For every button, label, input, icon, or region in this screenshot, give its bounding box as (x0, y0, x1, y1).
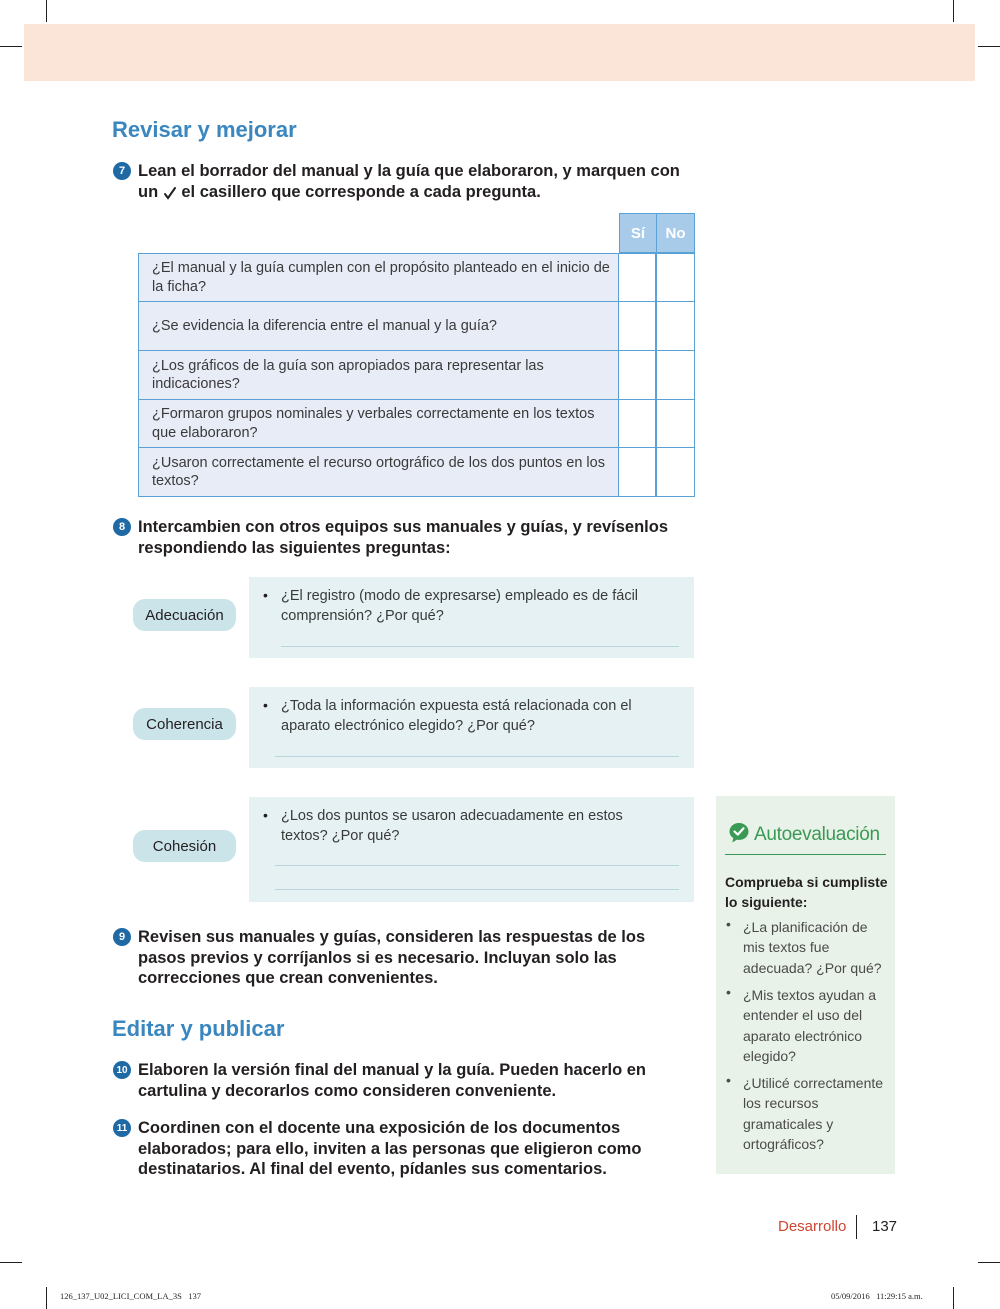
checkbox-no[interactable] (656, 253, 695, 302)
speech-check-icon (728, 822, 750, 844)
table-row-question: ¿Se evidencia la diferencia entre el manual y la guía? (138, 301, 619, 351)
step-number-badge: 8 (113, 518, 131, 536)
criterion-question: ¿Los dos puntos se usaron adecuadamente en estos textos? ¿Por qué? (281, 808, 623, 844)
table-row-question: ¿El manual y la guía cumplen con el propósito planteado en el inicio de la ficha? (138, 253, 619, 302)
step-7-line-2-pre: un (138, 182, 159, 201)
footer-divider (856, 1215, 857, 1239)
table-row-question: ¿Formaron grupos nominales y verbales correctamente en los textos que elaboraron? (138, 399, 619, 448)
crop-mark (953, 0, 954, 22)
checkbox-si[interactable] (618, 350, 656, 400)
step-number-badge: 7 (113, 162, 131, 180)
bullet: • (263, 807, 268, 823)
header-band (24, 24, 975, 81)
print-slug-timestamp: 05/09/2016 11:29:15 a.m. (831, 1291, 923, 1301)
step-number-badge: 11 (113, 1119, 131, 1137)
criterion-box-coherencia (249, 687, 694, 768)
table-header-no: No (656, 213, 695, 253)
checkmark-icon (163, 185, 177, 199)
autoevaluacion-panel (716, 796, 895, 1174)
divider (725, 854, 886, 855)
criterion-label-cohesion: Cohesión (133, 830, 236, 862)
footer-section-name: Desarrollo (778, 1218, 847, 1235)
crop-mark (0, 46, 22, 47)
autoevaluacion-lead: Comprueba si cumpliste lo siguiente: (725, 874, 888, 910)
bullet: • (726, 984, 731, 1000)
step-number-badge: 9 (113, 928, 131, 946)
checkbox-si[interactable] (618, 399, 656, 448)
criterion-label-adecuacion: Adecuación (133, 599, 236, 631)
crop-mark (978, 1262, 1000, 1263)
crop-mark (0, 1262, 22, 1263)
checkbox-si[interactable] (618, 253, 656, 302)
criterion-label-coherencia: Coherencia (133, 708, 236, 740)
crop-mark (978, 46, 1000, 47)
checkbox-no[interactable] (656, 447, 695, 497)
checkbox-no[interactable] (656, 399, 695, 448)
page-number: 137 (872, 1218, 898, 1235)
bullet: • (263, 587, 268, 603)
step-7-line-1: Lean el borrador del manual y la guía que elaboraron, y marquen con (138, 162, 680, 180)
bullet: • (726, 1072, 731, 1088)
checkbox-no[interactable] (656, 350, 695, 400)
answer-line[interactable] (275, 889, 679, 890)
step-11-instruction: Coordinen con el docente una exposición de los documentos elaborados; para ello, inviten a las personas que eligieron como destinatarios. Al final del evento, pídanles sus comentarios. (138, 1119, 642, 1178)
autoevaluacion-item: ¿La planificación de mis textos fue adecuada? ¿Por qué? (743, 919, 882, 976)
step-number-badge: 10 (113, 1061, 131, 1079)
checkbox-si[interactable] (618, 447, 656, 497)
crop-mark (46, 1287, 47, 1309)
autoevaluacion-title: Autoevaluación (754, 824, 880, 845)
answer-line[interactable] (281, 646, 679, 647)
criterion-question: ¿El registro (modo de expresarse) empleado es de fácil comprensión? ¿Por qué? (281, 588, 639, 624)
autoevaluacion-item: ¿Mis textos ayudan a entender el uso del aparato electrónico elegido? (743, 987, 877, 1064)
checkbox-si[interactable] (618, 301, 656, 351)
answer-line[interactable] (275, 756, 679, 757)
step-9-instruction: Revisen sus manuales y guías, consideren las respuestas de los pasos previos y corríjanlos si es necesario. Incluyan solo las correcciones que crean convenientes. (138, 928, 646, 987)
criterion-question: ¿Toda la información expuesta está relacionada con el aparato electrónico elegido? ¿Por qué? (281, 698, 632, 734)
crop-mark (953, 1287, 954, 1309)
print-slug-file: 126_137_U02_LICI_COM_LA_3S 137 (60, 1291, 201, 1301)
step-10-instruction: Elaboren la versión final del manual y la guía. Pueden hacerlo en cartulina y decorarlos como consideren conveniente. (138, 1061, 646, 1100)
table-row-question: ¿Los gráficos de la guía son apropiados para representar las indicaciones? (138, 350, 619, 400)
criterion-box-adecuacion (249, 577, 694, 658)
step-8-instruction: Intercambien con otros equipos sus manuales y guías, y revísenlos respondiendo las siguientes preguntas: (138, 518, 669, 557)
step-7-line-2-post: el casillero que corresponde a cada pregunta. (181, 182, 541, 201)
table-row-question: ¿Usaron correctamente el recurso ortográfico de los dos puntos en los textos? (138, 447, 619, 497)
section-title-editar: Editar y publicar (112, 1016, 285, 1041)
step-7-instruction (138, 161, 698, 202)
table-header-si: Sí (619, 213, 657, 253)
answer-line[interactable] (275, 865, 679, 866)
checkbox-no[interactable] (656, 301, 695, 351)
bullet: • (726, 916, 731, 932)
criterion-box-cohesion (249, 797, 694, 902)
autoevaluacion-item: ¿Utilicé correctamente los recursos gramaticales y ortográficos? (743, 1075, 884, 1152)
bullet: • (263, 697, 268, 713)
section-title-revisar: Revisar y mejorar (112, 117, 297, 142)
step-7-line-2 (138, 182, 698, 203)
crop-mark (46, 0, 47, 22)
